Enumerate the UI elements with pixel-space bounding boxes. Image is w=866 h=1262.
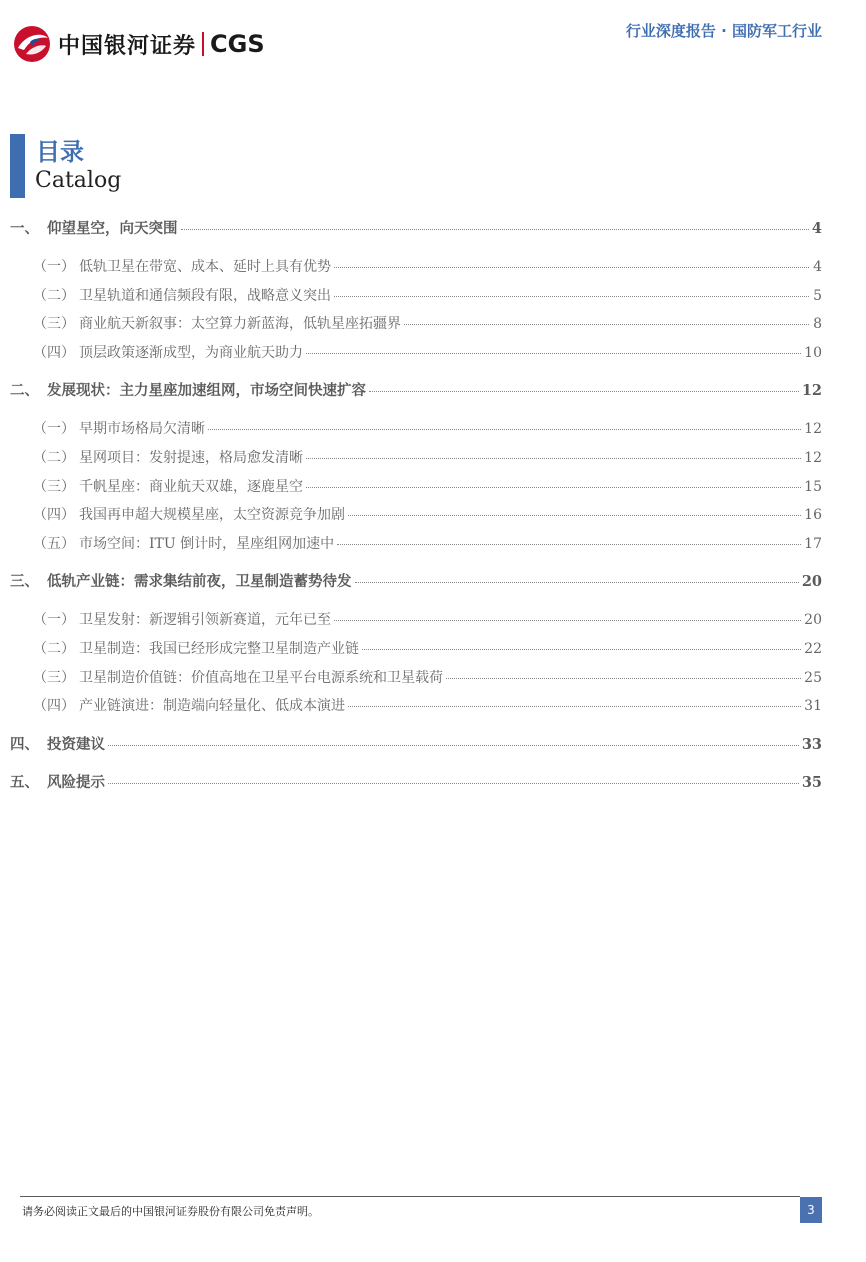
toc-entry-page: 25 xyxy=(804,669,822,686)
toc-dot-leader xyxy=(334,295,809,297)
toc-entry-title: 星网项目：发射提速，格局愈发清晰 xyxy=(79,449,303,466)
toc-entry-title: 低轨产业链：需求集结前夜，卫星制造蓄势待发 xyxy=(47,573,352,591)
toc-entry-number: （二） xyxy=(33,449,75,466)
table-of-contents xyxy=(10,215,822,807)
toc-entry-number: 一、 xyxy=(10,220,39,237)
toc-chapter-entry[interactable] xyxy=(10,731,822,759)
toc-dot-leader xyxy=(306,457,801,459)
toc-dot-leader xyxy=(334,619,801,621)
toc-section-entry[interactable] xyxy=(10,635,822,664)
page-footer xyxy=(20,1196,822,1226)
toc-dot-leader xyxy=(181,228,809,230)
toc-entry-page: 12 xyxy=(804,421,822,438)
toc-entry-number: 三、 xyxy=(10,573,39,591)
toc-dot-leader xyxy=(446,677,801,679)
toc-entry-page: 12 xyxy=(804,449,822,466)
toc-dot-leader xyxy=(306,352,801,354)
toc-entry-title: 卫星制造：我国已经形成完整卫星制造产业链 xyxy=(79,640,359,657)
toc-dot-leader xyxy=(334,266,809,268)
catalog-accent-bar xyxy=(10,134,25,198)
toc-entry-title: 卫星制造价值链：价值高地在卫星平台电源系统和卫星载荷 xyxy=(79,669,443,686)
toc-dot-leader xyxy=(404,323,809,325)
toc-entry-title: 市场空间：ITU 倒计时，星座组网加速中 xyxy=(79,535,335,552)
toc-entry-page: 12 xyxy=(801,382,822,400)
toc-section-entry[interactable] xyxy=(10,253,822,282)
toc-chapter-entry[interactable] xyxy=(10,215,822,243)
catalog-title-zh: 目录 xyxy=(36,138,84,166)
toc-entry-number: （四） xyxy=(33,344,75,361)
toc-chapter-entry[interactable] xyxy=(10,377,822,405)
toc-section-entry[interactable] xyxy=(10,664,822,693)
toc-entry-page: 8 xyxy=(813,316,822,333)
toc-section-entry[interactable] xyxy=(10,310,822,339)
logo-divider xyxy=(202,32,204,56)
toc-entry-page: 17 xyxy=(804,535,822,552)
page-header xyxy=(0,0,866,80)
company-logo xyxy=(12,24,265,64)
toc-section-entry[interactable] xyxy=(10,282,822,311)
toc-entry-title: 风险提示 xyxy=(47,773,105,791)
toc-dot-leader xyxy=(108,744,799,746)
toc-entry-number: （一） xyxy=(33,421,75,438)
toc-entry-title: 顶层政策逐渐成型，为商业航天助力 xyxy=(79,344,303,361)
toc-entry-page: 22 xyxy=(804,640,822,657)
toc-entry-page: 10 xyxy=(804,344,822,361)
toc-entry-number: （四） xyxy=(33,507,75,524)
toc-entry-title: 千帆星座：商业航天双雄，逐鹿星空 xyxy=(79,478,303,495)
toc-dot-leader xyxy=(208,428,801,430)
galaxy-logo-icon xyxy=(12,24,52,64)
report-type: 行业深度报告 · 国防军工行业 xyxy=(625,22,822,40)
toc-entry-title: 卫星轨道和通信频段有限，战略意义突出 xyxy=(79,287,331,304)
toc-entry-title: 早期市场格局欠清晰 xyxy=(79,421,205,438)
toc-entry-title: 低轨卫星在带宽、成本、延时上具有优势 xyxy=(79,259,331,275)
toc-entry-page: 20 xyxy=(804,612,822,629)
toc-chapter-entry[interactable] xyxy=(10,568,822,596)
toc-dot-leader xyxy=(337,543,801,545)
toc-entry-title: 卫星发射：新逻辑引领新赛道，元年已至 xyxy=(79,612,331,629)
toc-entry-page: 35 xyxy=(801,773,822,791)
toc-dot-leader xyxy=(306,486,801,488)
toc-entry-number: （一） xyxy=(33,612,75,629)
toc-entry-title: 产业链演进：制造端向轻量化、低成本演进 xyxy=(79,698,345,715)
toc-entry-number: （三） xyxy=(33,478,75,495)
toc-section-entry[interactable] xyxy=(10,501,822,530)
toc-dot-leader xyxy=(108,782,799,784)
toc-entry-title: 发展现状：主力星座加速组网，市场空间快速扩容 xyxy=(47,382,366,400)
toc-entry-number: 五、 xyxy=(10,773,39,791)
toc-dot-leader xyxy=(362,648,801,650)
toc-entry-number: （四） xyxy=(33,698,75,715)
toc-section-entry[interactable] xyxy=(10,606,822,635)
toc-entry-page: 16 xyxy=(804,507,822,524)
toc-entry-page: 15 xyxy=(804,478,822,495)
toc-dot-leader xyxy=(348,514,801,516)
footer-disclaimer: 请务必阅读正文最后的中国银河证券股份有限公司免责声明。 xyxy=(22,1205,319,1218)
toc-section-entry[interactable] xyxy=(10,692,822,721)
toc-entry-title: 商业航天新叙事：太空算力新蓝海，低轨星座拓疆界 xyxy=(79,316,401,333)
toc-dot-leader xyxy=(355,581,799,583)
toc-entry-title: 我国再申超大规模星座，太空资源竞争加剧 xyxy=(79,507,345,524)
page-number: 3 xyxy=(800,1197,822,1223)
toc-entry-page: 5 xyxy=(813,287,822,304)
toc-entry-number: （一） xyxy=(33,259,75,275)
toc-section-entry[interactable] xyxy=(10,415,822,444)
toc-chapter-entry[interactable] xyxy=(10,769,822,797)
logo-text: 中国银河证券 xyxy=(58,33,197,59)
toc-entry-page: 31 xyxy=(804,698,822,715)
catalog-title-en: Catalog xyxy=(35,168,122,193)
toc-entry-title: 仰望星空，向天突围 xyxy=(47,220,178,237)
toc-entry-number: （二） xyxy=(33,287,75,304)
toc-entry-page: 4 xyxy=(813,259,822,275)
toc-entry-number: （三） xyxy=(33,316,75,333)
toc-entry-number: （二） xyxy=(33,640,75,657)
toc-dot-leader xyxy=(369,390,799,392)
toc-entry-number: （三） xyxy=(33,669,75,686)
toc-entry-page: 4 xyxy=(811,220,822,237)
logo-english: CGS xyxy=(210,30,265,58)
toc-section-entry[interactable] xyxy=(10,530,822,559)
toc-entry-page: 33 xyxy=(801,735,822,753)
toc-section-entry[interactable] xyxy=(10,444,822,473)
toc-section-entry[interactable] xyxy=(10,339,822,368)
toc-section-entry[interactable] xyxy=(10,473,822,502)
toc-entry-page: 20 xyxy=(801,573,822,591)
toc-entry-title: 投资建议 xyxy=(47,735,105,753)
toc-entry-number: 四、 xyxy=(10,735,39,753)
toc-entry-number: （五） xyxy=(33,535,75,552)
footer-rule xyxy=(20,1196,800,1197)
toc-dot-leader xyxy=(348,705,801,707)
toc-entry-number: 二、 xyxy=(10,382,39,400)
